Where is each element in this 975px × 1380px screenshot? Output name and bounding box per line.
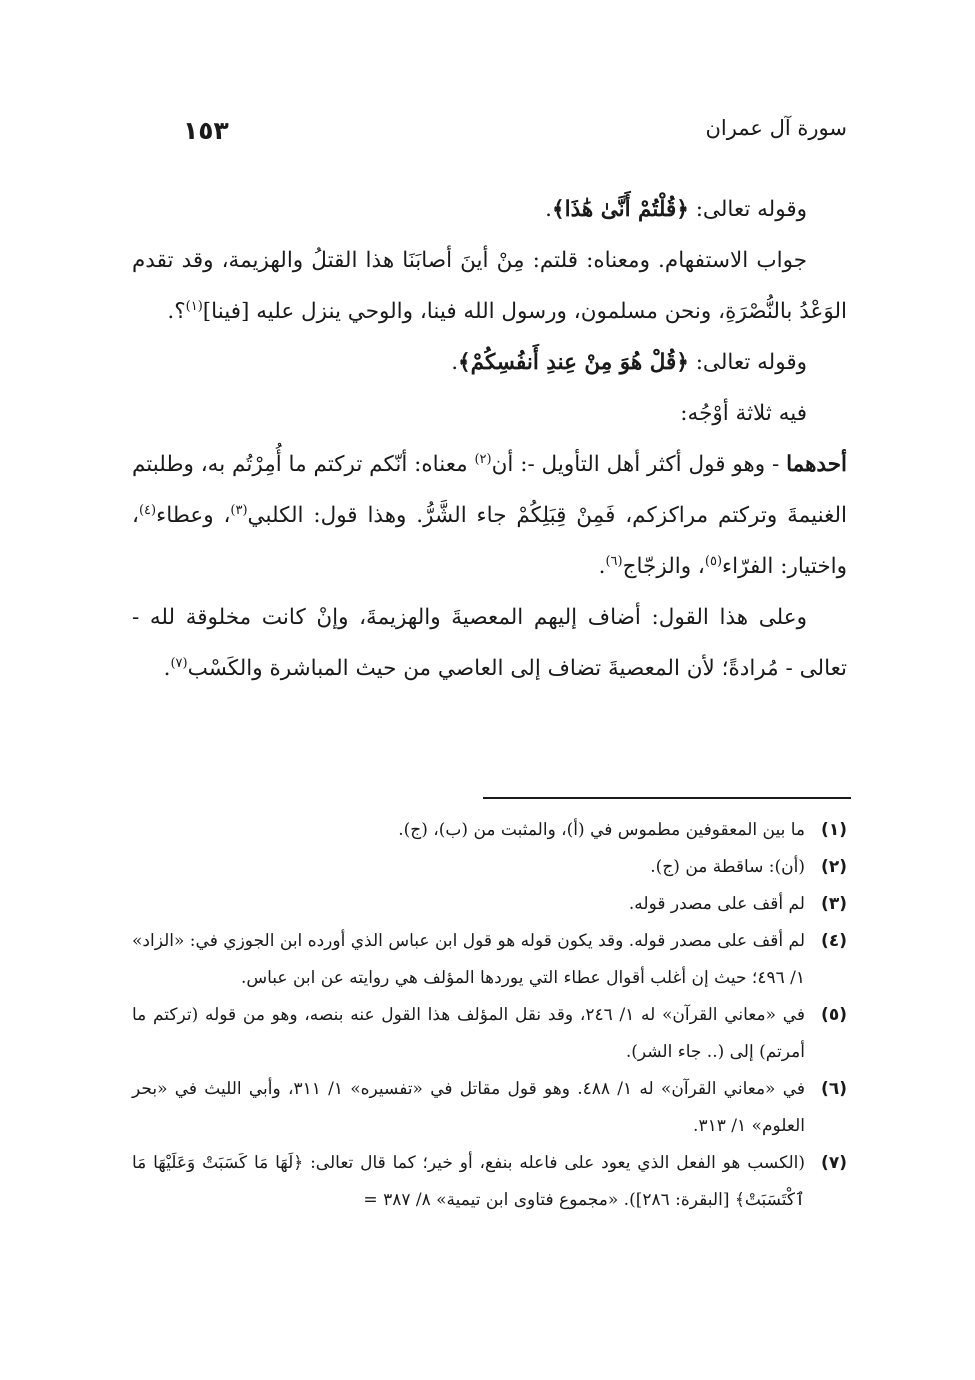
footnote-number: (٧) [821, 1153, 847, 1173]
footnote-text: في «معاني القرآن» له ١/ ٢٤٦، وقد نقل المؤلف هذا القول عنه بنصه، وهو من قوله (تركتم ما أمرتم) إلى (.. جاء الشر). [132, 1005, 806, 1062]
footnote-ref-3: (٣) [230, 502, 248, 518]
footnote-number: (٥) [821, 1005, 847, 1025]
paragraph-1 [132, 184, 847, 235]
bold-term: أحدهما [786, 452, 847, 477]
footnote-text: ما بين المعقوفين مطموس في (أ)، والمثبت من (ب)، (ج). [398, 820, 805, 840]
footnote-ref-5: (٥) [704, 553, 723, 569]
footnotes [132, 812, 847, 1219]
text-run: وقوله تعالى: [688, 197, 807, 222]
footnote-text: لم أقف على مصدر قوله. وقد يكون قوله هو قول ابن عباس الذي أورده ابن الجوزي في: «الزاد» ١/ ٤٩٦؛ حيث إن أغلب أقوال عطاء التي يوردها المؤلف هي روايته عن ابن عباس. [132, 931, 805, 988]
text-run: ؟. [167, 299, 186, 324]
text-run: معناه: أنّكم تركتم ما أُمِرْتُم به، وطلبتم الغنيمةَ وتركتم مراكزكم، فَمِنْ قِبَلِكُمْ جاء الشَّرُّ. وهذا قول: الكلبي [132, 452, 847, 528]
paragraph-4: فيه ثلاثة أوْجُه: [680, 401, 807, 426]
text-run: . [163, 656, 171, 681]
footnote-ref-7: (٧) [170, 655, 188, 671]
text-run: جواب الاستفهام. ومعناه: قلتم: مِنْ أينَ أصابَنَا هذا القتلُ والهزيمة، وقد تقدم الوَعْدُ بالنُّصْرَةِ، ونحن مسلمون، ورسول الله فينا، والوحي ينزل عليه [فينا] [132, 248, 847, 324]
text-run: ، والزجّاج [622, 554, 705, 579]
text-run: وقوله تعالى: [688, 350, 807, 375]
footnote-number: (١) [821, 820, 847, 840]
quran-verse: ﴿قُلْ هُوَ مِنْ عِندِ أَنفُسِكُمْ﴾ [458, 350, 689, 375]
footnote-3 [132, 886, 847, 923]
footnote-6 [132, 1071, 847, 1145]
footnote-ref-2: (٢) [474, 451, 492, 467]
paragraph-6 [132, 592, 847, 694]
text-run: . [451, 350, 459, 375]
footnote-text: في «معاني القرآن» له ١/ ٤٨٨. وهو قول مقاتل في «تفسيره» ١/ ٣١١، وأبي الليث في «بحر العلوم» ١/ ٣١٣. [132, 1079, 806, 1136]
footnote-text: (أن): ساقطة من (ج). [650, 857, 805, 877]
footnote-text: لم أقف على مصدر قوله. [628, 894, 805, 914]
text-run: ، واختيار: الفرّاء [132, 503, 847, 579]
footnote-divider [483, 797, 851, 799]
footnote-number: (٢) [821, 857, 847, 877]
footnote-text: (الكسب هو الفعل الذي يعود على فاعله بنفع، أو خير؛ كما قال تعالى: ﴿لَهَا مَا كَسَبَتْ وَعَلَيْهَا مَا ٱكْتَسَبَتْ﴾ [البقرة: ٢٨٦]). «مجموع فتاوى ابن تيمية» ٨/ ٣٨٧ = [132, 1153, 805, 1210]
text-run: . [545, 197, 553, 222]
text-run: . [598, 554, 606, 579]
quran-verse: ﴿قُلْتُمْ أَنَّىٰ هَٰذَا﴾ [552, 197, 689, 222]
paragraph-2 [132, 235, 847, 337]
main-text [132, 184, 847, 694]
text-run: وعلى هذا القول: أضاف إليهم المعصيةَ والهزيمةَ، وإنْ كانت مخلوقة لله - تعالى - مُرادةً؛ لأن المعصيةَ تضاف إلى العاصي من حيث المباشرة والكَسْب [132, 605, 847, 681]
page-number: ١٥٣ [183, 116, 229, 145]
text-run: - وهو قول أكثر أهل التأويل -: أن [491, 452, 787, 477]
paragraph-5 [132, 439, 847, 592]
footnote-number: (٦) [821, 1079, 847, 1099]
footnote-4 [132, 923, 847, 997]
footnote-ref-4: (٤) [138, 502, 157, 518]
footnote-ref-1: (١) [185, 298, 203, 314]
footnote-number: (٤) [821, 931, 847, 951]
footnote-ref-6: (٦) [605, 553, 623, 569]
footnote-7 [132, 1145, 847, 1219]
footnote-1 [132, 812, 847, 849]
footnote-2 [132, 849, 847, 886]
running-header-surah: سورة آل عمران [705, 116, 847, 140]
text-run: ، وعطاء [156, 503, 231, 528]
footnote-number: (٣) [821, 894, 847, 914]
footnote-5 [132, 997, 847, 1071]
paragraph-3 [132, 337, 847, 388]
